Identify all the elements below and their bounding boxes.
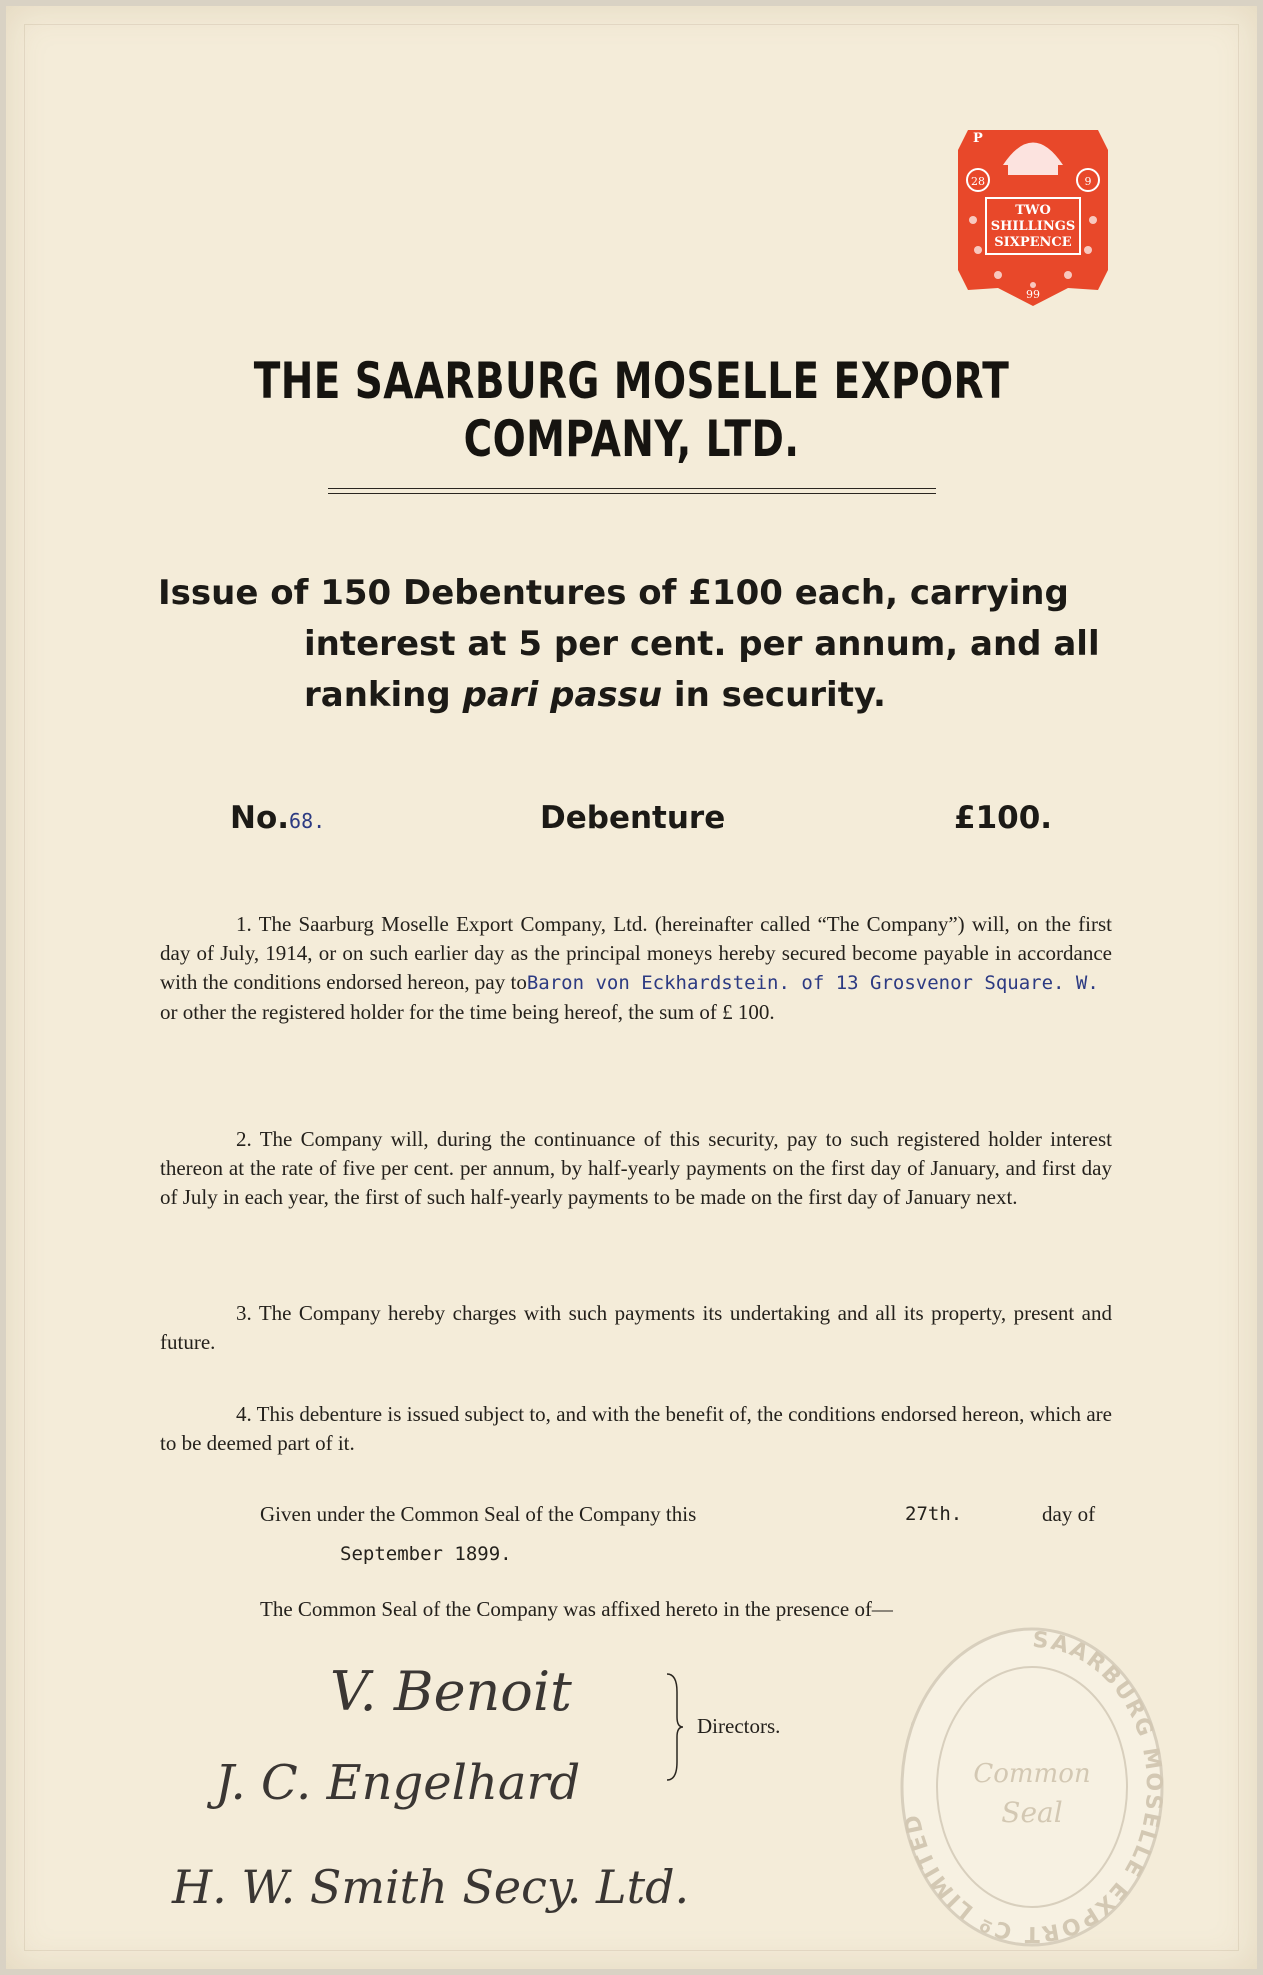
issue-heading [158,568,1118,721]
issue-line-2: interest at 5 per cent. per annum, and all [304,624,1100,664]
title-rule [328,488,936,489]
given-date: September 1899. [340,1543,512,1565]
stamp-letter: P [973,131,983,146]
given-under-seal: Given under the Common Seal of the Company this [260,1502,697,1526]
embossed-common-seal [897,1622,1167,1952]
seal-ring-text: SAARBURG MOSELLE EXPORT Cº LIMITED [899,1627,1167,1947]
directors-label: Directors. [697,1714,781,1738]
seal-center-1: Common [973,1759,1091,1789]
debenture-number-value: 68. [289,809,326,833]
clause-2: 2. The Company will, during the continuance of this security, pay to such registered holder interest thereon at the rate of five per cent. per annum, by half-yearly payments on the first day of January, and first day of July in each year, the first of such half-yearly payments to be made on the first day of January next. [160,1127,1112,1209]
clause-3: 3. The Company hereby charges with such payments its undertaking and all its property, present and future. [160,1301,1112,1354]
debenture-label: Debenture [540,800,726,836]
stamp-line3: SIXPENCE [994,235,1072,250]
pari-passu: pari passu [462,675,663,715]
seal-center-2: Seal [1001,1796,1063,1829]
issue-line-1: Issue of 150 Debentures of £100 each, carrying [158,573,1069,613]
seal-affixed-text: The Common Seal of the Company was affixed hereto in the presence of— [260,1597,893,1621]
debenture-amount: £100. [954,800,1053,836]
clause-1-end: or other the registered holder for the time being hereof, the sum of £ 100. [160,1000,775,1024]
revenue-stamp [948,110,1118,310]
signature-2: J. C. Engelhard [215,1755,581,1811]
signature-1: V. Benoit [330,1660,572,1723]
holder-name: Baron von Eckhardstein. of 13 Grosvenor Square. W. [526,972,1099,994]
given-day: 27th. [905,1503,963,1525]
stamp-day: 28 [971,175,985,188]
directors-brace [665,1672,685,1782]
company-title: THE SAARBURG MOSELLE EXPORT COMPANY, LTD. [253,352,1010,468]
signature-3: H. W. Smith Secy. Ltd. [172,1860,690,1914]
clause-4: 4. This debenture is issued subject to, and with the benefit of, the conditions endorsed hereon, which are to be deemed part of it. [160,1402,1112,1455]
given-day-of: day of [1042,1502,1096,1526]
debenture-number: No.68. [230,800,326,836]
stamp-line2: SHILLINGS [990,219,1076,234]
stamp-line1: TWO [1015,203,1051,218]
stamp-year: 99 [1026,288,1040,301]
clause-1: 1. The Saarburg Moselle Export Company, Ltd. (hereinafter called “The Company”) will, on the first day of July, 1914, or on such earlier day as the principal moneys hereby secured become payable in accordance with the conditions endorsed hereon, pay toBaron von Eckhardstein. of 13 Grosvenor Square. W. or other the registered holder for the time being hereof, the sum of £ 100. [160,910,1112,1027]
stamp-month: 9 [1084,175,1092,188]
title-rule-secondary [328,493,936,494]
issue-line-3: ranking pari passu in security. [304,675,886,715]
